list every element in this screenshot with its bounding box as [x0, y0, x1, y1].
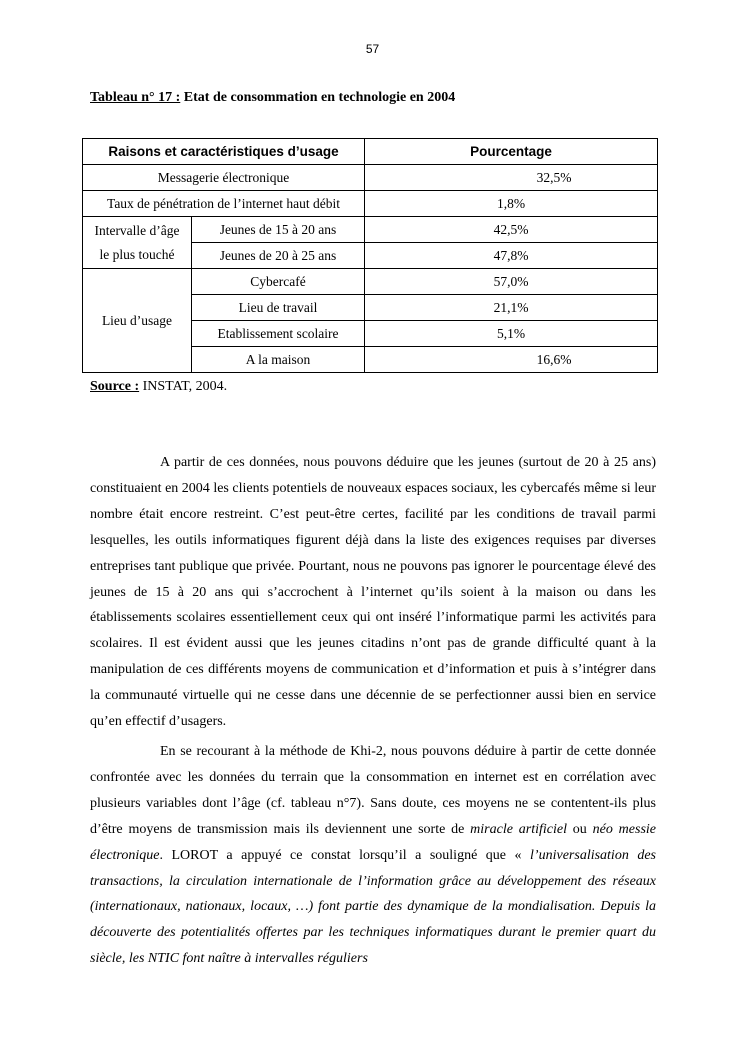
- age-group-label: [83, 217, 192, 269]
- place-group-label: Lieu d’usage: [83, 269, 192, 373]
- row-value: 42,5%: [365, 217, 658, 243]
- table-header-row: [83, 139, 658, 165]
- paragraph-2-quote: l’universalisation des transactions, la circulation internationale de l’information grâce au développement des réseaux (internationaux, nationaux, locaux, …) font partie des dynamique de la mondialisation. Depuis la découverte des potentialités offertes par les techniques informatiques durant le premier quart du siècle, les NTIC font naître à intervalles réguliers: [90, 847, 656, 967]
- consumption-table: [82, 138, 658, 373]
- age-group-label-line2: le plus touché: [99, 246, 175, 262]
- source-text: INSTAT, 2004.: [139, 379, 228, 394]
- row-label: Messagerie électronique: [83, 165, 365, 191]
- age-group-label-line1: Intervalle d’âge: [94, 222, 180, 238]
- header-reason: Raisons et caractéristiques d’usage: [83, 139, 365, 165]
- paragraph-2-part3: . LOROT a appuyé ce constat lorsqu’il a souligné que «: [159, 847, 531, 863]
- table-caption: [90, 90, 455, 106]
- row-label: Jeunes de 20 à 25 ans: [192, 243, 365, 269]
- row-value: 16,6%: [365, 347, 658, 373]
- paragraph-1: A partir de ces données, nous pouvons déduire que les jeunes (surtout de 20 à 25 ans) constituaient en 2004 les clients potentiels de nouveaux espaces sociaux, les cybercafés même si leur nombre était encore restreint. C’est peut-être certes, facilité par les conditions de travail parmi lesquelles, les outils informatiques figurent déjà dans la liste des exigences requises par diverses entreprises tant publique que privée. Pourtant, nous ne pouvons pas ignorer le pourcentage élevé des jeunes de 15 à 20 ans qui s’accrochent à l’internet qu’ils soient à la maison ou dans les établissements scolaires essentiellement ceux qui ont inséré l’informatique parmi les activités para scolaires. Il est évident aussi que les jeunes citadins n’ont pas de grande difficulté quant à la manipulation de ces différents moyens de communication et d’information et puis à s’intégrer dans la communauté virtuelle qui ne cesse dans une décennie de se perfectionner aussi bien en service qu’en effectif d’usagers.: [90, 455, 656, 730]
- row-label: Taux de pénétration de l’internet haut débit: [83, 191, 365, 217]
- row-value: 32,5%: [365, 165, 658, 191]
- page-number: 57: [365, 42, 380, 56]
- row-label: A la maison: [192, 347, 365, 373]
- table-caption-label: Tableau n° 17 :: [90, 90, 181, 105]
- row-label: Lieu de travail: [192, 295, 365, 321]
- row-value: 47,8%: [365, 243, 658, 269]
- source-label: Source :: [90, 379, 140, 394]
- table-source: [90, 379, 227, 395]
- row-value: 5,1%: [365, 321, 658, 347]
- table-row: [83, 165, 658, 191]
- body-text: [90, 450, 656, 976]
- table-row: [83, 217, 658, 243]
- row-label: Jeunes de 15 à 20 ans: [192, 217, 365, 243]
- row-label: Etablissement scolaire: [192, 321, 365, 347]
- table-row: [83, 269, 658, 295]
- paragraph-2-part2: ou: [566, 821, 593, 837]
- table-caption-title: Etat de consommation en technologie en 2004: [180, 90, 456, 105]
- header-percent: Pourcentage: [365, 139, 658, 165]
- paragraph-2: [90, 739, 656, 972]
- paragraph-2-italic2: néo messie électronique: [90, 821, 657, 863]
- table-row: [83, 191, 658, 217]
- row-value: 21,1%: [365, 295, 658, 321]
- row-value: 1,8%: [365, 191, 658, 217]
- paragraph-2-italic1: miracle artificiel: [470, 821, 567, 837]
- row-value: 57,0%: [365, 269, 658, 295]
- row-label: Cybercafé: [192, 269, 365, 295]
- paragraph-2-part1: En se recourant à la méthode de Khi-2, nous pouvons déduire à partir de cette donnée confrontée avec les données du terrain que la consommation en internet est en corrélation avec plusieurs variables dont l’âge (cf. tableau n°7). Sans doute, ces moyens ne se contentent-ils plus d’être moyens de transmission mais ils deviennent une sorte de: [90, 743, 656, 837]
